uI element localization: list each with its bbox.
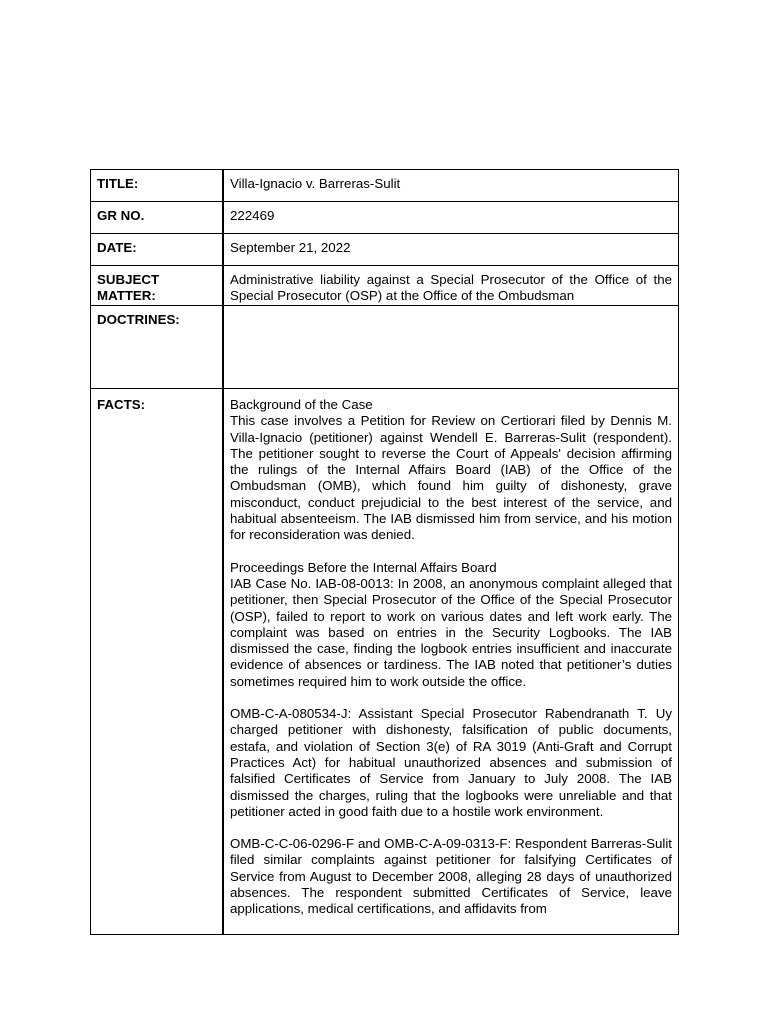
- facts-label: FACTS:: [91, 389, 224, 935]
- doctrines-row: [91, 306, 679, 389]
- doctrines-value: [223, 306, 679, 389]
- facts-value: [223, 389, 679, 935]
- facts-heading: Background of the Case: [230, 397, 373, 412]
- facts-section-omb-080534: [230, 706, 672, 820]
- date-label: DATE:: [91, 234, 224, 266]
- gr-no-row: [91, 202, 679, 234]
- title-row: [91, 170, 679, 202]
- facts-paragraph: This case involves a Petition for Review on Certiorari filed by Dennis M. Villa-Ignacio (petitioner) against Wendell E. Barreras-Sulit (respondent). The petitioner sought to reverse the Court of Appeals' decision affirming the rulings of the Internal Affairs Board (IAB) of the Office of the Ombudsman (OMB), which found him guilty of dishonesty, grave misconduct, conduct prejudicial to the best interest of the service, and habitual absenteeism. The IAB dismissed him from service, and his motion for reconsideration was denied.: [230, 413, 672, 543]
- title-label: TITLE:: [91, 170, 224, 202]
- subject-matter-value: Administrative liability against a Special Prosecutor of the Office of the Special Prosecutor (OSP) at the Office of the Ombudsman: [223, 266, 679, 306]
- facts-paragraph: OMB-C-C-06-0296-F and OMB-C-A-09-0313-F: Respondent Barreras-Sulit filed similar complaints against petitioner for falsifying Certificates of Service from August to December 2008, alleging 28 days of unauthorized absences. The respondent submitted Certificates of Service, leave applications, medical certifications, and affidavits from: [230, 836, 672, 917]
- facts-row: [91, 389, 679, 935]
- title-value: Villa-Ignacio v. Barreras-Sulit: [223, 170, 679, 202]
- date-value: September 21, 2022: [223, 234, 679, 266]
- facts-heading: Proceedings Before the Internal Affairs Board: [230, 559, 497, 575]
- subject-matter-label: SUBJECT MATTER:: [91, 266, 224, 306]
- facts-section-omb-0296: [230, 836, 672, 917]
- facts-section-background: [230, 397, 672, 544]
- gr-no-label: GR NO.: [91, 202, 224, 234]
- gr-no-value: 222469: [223, 202, 679, 234]
- facts-section-iab-proceedings: [230, 560, 672, 690]
- date-row: [91, 234, 679, 266]
- doctrines-label: DOCTRINES:: [91, 306, 224, 389]
- facts-paragraph: IAB Case No. IAB-08-0013: In 2008, an anonymous complaint alleged that petitioner, then Special Prosecutor of the Office of the Special Prosecutor (OSP), failed to report to work on various dates and left work early. The complaint was based on entries in the Security Logbooks. The IAB dismissed the case, finding the logbook entries insufficient and inaccurate evidence of absences or tardiness. The IAB noted that petitioner’s duties sometimes required him to work outside the office.: [230, 575, 672, 689]
- facts-paragraph: OMB-C-A-080534-J: Assistant Special Prosecutor Rabendranath T. Uy charged petitioner with dishonesty, falsification of public documents, estafa, and violation of Section 3(e) of RA 3019 (Anti-Graft and Corrupt Practices Act) for habitual unauthorized absences and submission of falsified Certificates of Service from January to July 2008. The IAB dismissed the charges, ruling that the logbooks were unreliable and that petitioner acted in good faith due to a hostile work environment.: [230, 706, 672, 819]
- subject-matter-row: [91, 266, 679, 306]
- case-digest-table: [90, 169, 679, 935]
